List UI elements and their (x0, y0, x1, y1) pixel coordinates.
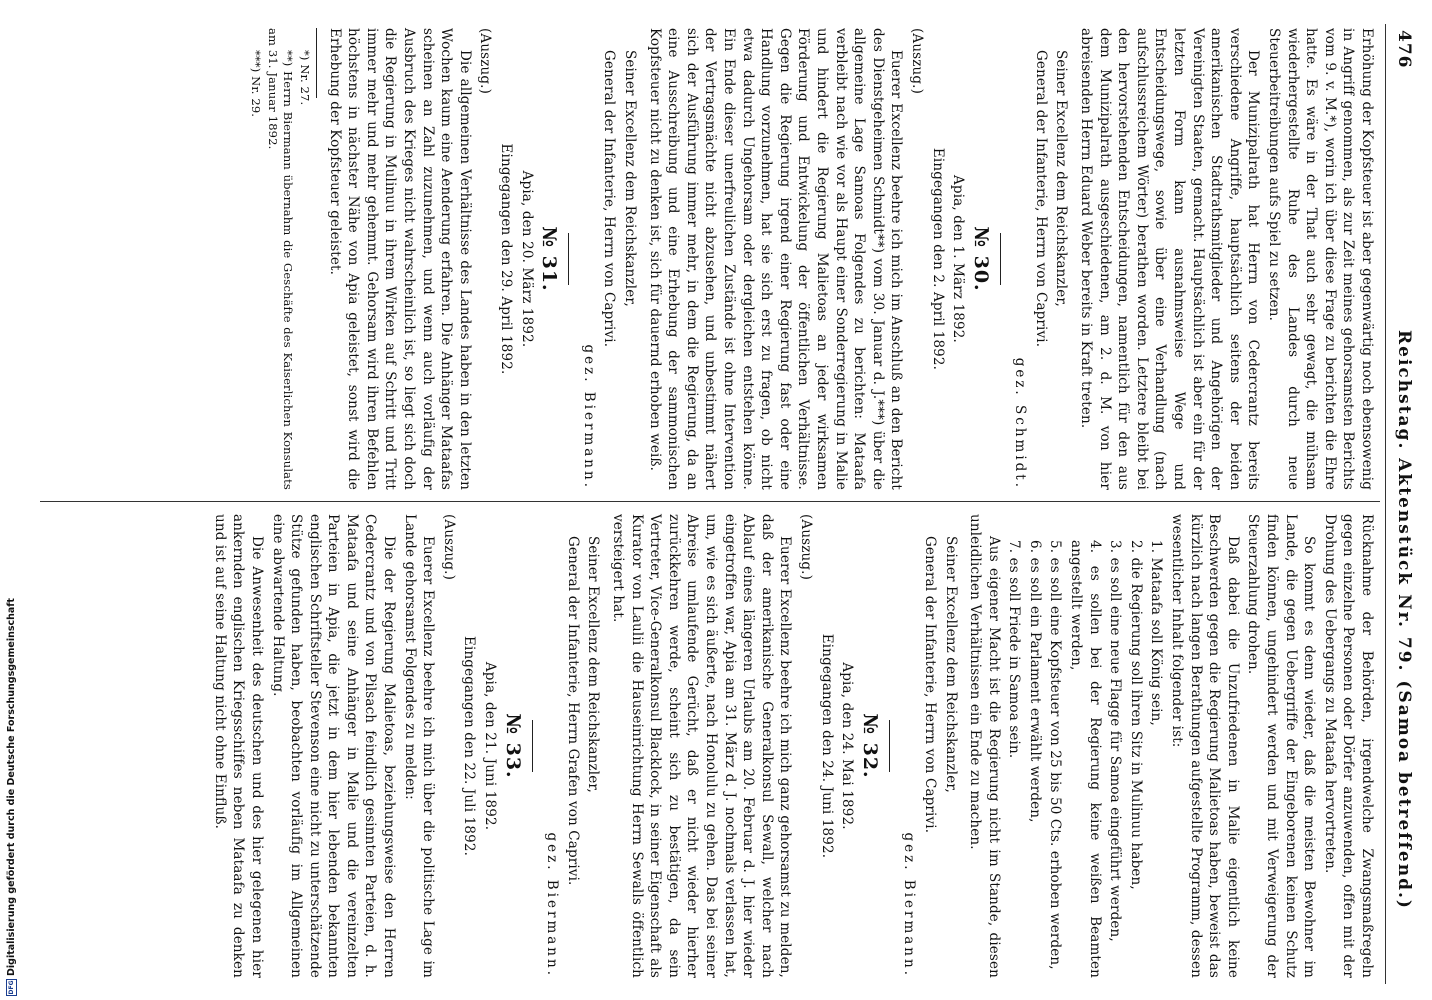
paragraph: Euerer Excellenz beehre ich mich ganz gehorsamst zu melden, daß der amerikanische Generalkonsul Sewall, welcher nach Ablauf eines längeren Urlaubs am 20. Februar d. J. hier wieder eingetroffen war, Apia am 31. März d. J. nochmals verlassen hat, um, wie es sich äußerte, nach Honolulu zu gehen. Das bei seiner Abreise umlaufende Gerücht, daß er nicht wieder hierher zurückkehren werde, scheint sich zu bestätigen, da sein Vertreter, Vice-Generalkonsul Blacklock, in seiner Eigenschaft als Kurator von Laulii die Hauseinrichtung Herrn Sewalls öffentlich versteigert hat. (610, 514, 794, 978)
signature: gez. Biermann. (901, 832, 918, 978)
list-item: 3. es soll eine neue Flagge für Samoa eingeführt werden, (1107, 540, 1124, 942)
paragraph: So kommt es denn wieder, daß die meisten Bewohner im Lande, die gegen Uebergriffe der Eingeborenen keinen Schutz finden können, ungehindert werden und mit Verweigerung der Steuerzahlung drohen. (1245, 514, 1318, 978)
page-number: 476 (1394, 30, 1414, 69)
excerpt-label: (Auszug.) (440, 514, 457, 580)
separator-rule (889, 720, 890, 772)
signature: gez. Biermann. (580, 344, 597, 490)
excerpt-label: (Auszug.) (797, 514, 814, 580)
header-rule (1385, 24, 1386, 984)
received-date: Eingegangen den 22. Juli 1892. (461, 635, 478, 857)
addressee-line: General der Infanterie, Herrn von Caprivi. (921, 536, 938, 834)
footnote: ***) Nr. 29. (249, 50, 264, 118)
rotated-document (30, 24, 1420, 984)
place-date: Apia, den 1. März 1892. (950, 175, 967, 343)
left-column (246, 28, 1376, 490)
list-item: 7. es soll Friede in Samoa sein. (1006, 540, 1023, 759)
list-item: 6. es soll ein Parlament erwählt werden, (1026, 540, 1043, 823)
footnote: **) Herrn Biermann übernahm die Geschäfte des Kaiserlichen Konsulats am 31. Januar 1892. (266, 28, 296, 490)
document-number: № 32. (858, 713, 881, 779)
list-item: 5. es soll eine Kopfsteuer von 25 bis 50 Cts. erhoben werden, (1047, 540, 1064, 970)
place-date: Apia, den 24. Mai 1892. (839, 662, 856, 830)
paragraph: Der Munizipalrath hat Herrn von Cedercrantz bereits verschiedene Angriffe, hauptsächlich seitens der beiden amerikanischen Stadtrathsmitglieder und Angehörigen der Vereinigten Staaten, gemacht. Hauptsächlich ist aber ein für der letzten Form kann ausnahmsweise Wege und Entscheidungswege, sowie über eine Verhandlung (nach aufschlussreichem Wörter) berathen worden. Letztere bleibt bei den hervorstehenden Entscheidungen, namentlich für den aus dem Munizipalrath ausgeschiedenen, am 2. d. M. von hier abreisenden Herrn Eduard Weber bereits in Kraft treten. (1078, 28, 1262, 490)
paragraph: Rücknahme der Behörden, irgendwelche Zwangsmaßregeln gegen einzelne Personen oder Dörfer anzuwenden, offen mit der Drohung des Uebergangs zu Mataafa hervortreten. (1321, 514, 1375, 978)
column-divider (40, 501, 1380, 502)
addressee-line: General der Infanterie, Herrn von Caprivi. (1032, 50, 1049, 348)
separator-rule (1000, 233, 1001, 285)
paragraph: Die allgemeinen Verhältnisse des Landes haben in den letzten Wochen kaum eine Aenderung erfahren. Die Anhänger Mataafas scheinen an Zahl zuzunehmen, und wenn auch vorläufig der Ausbruch des Krieges nicht wahrscheinlich ist, so liegt sich doch die Regierung in Mulinuu in ihrem Wirken auf Schritt und Tritt immer mehr und mehr gehemmt. Gehorsam wird ihren Befehlen höchstens in nächster Nähe von Apia geleistet, sonst wird die Erhebung der Kopfsteuer geleistet. (326, 28, 473, 490)
paragraph: Euerer Excellenz beehre ich mich über die politische Lage im Lande gehorsamst Folgendes zu melden: (401, 514, 437, 978)
list-item: 2. die Regierung soll ihren Sitz in Mulinuu haben, (1127, 540, 1144, 890)
list-item: 1. Mataafa soll König sein, (1148, 540, 1165, 726)
paragraph: Euerer Excellenz beehre ich mich im Anschluß an den Bericht des Dienstgeheimen Schmidt**) vom 30. Januar d. J.***) über die allgemeine Lage Samoas Folgendes zu berichten: Mataafa verbleibt nach wie vor als Haupt einer Sonderregierung in Malie und hindert die Regierung Malietoas an jeder wirksamen Förderung und Entwickelung der öffentlichen Verhältnisse. Gegen die Regierung irgend einer Regierung fast oder eine Handlung vorzunehmen, hat sie sich erst zu fragen, ob nicht etwa dadurch Ungehorsam oder dergleichen entstehen könne. Ein Ende dieser unerfreulichen Zustände ist ohne Intervention der Vertragsmächte nicht abzusehen, und unbestimmt nähert sich der Ausführung immer mehr, in dem die Regierung, da an eine Ausschreibung und eine Erhebung der sammonischen Kopfsteuer nicht zu denken ist, sich für dauernd erhoben weiß. (646, 28, 905, 490)
paragraph: Daß dabei die Unzufriedenen in Malie eigentlich keine Beschwerden gegen die Regierung Malietoas haben, beweist das kürzlich nach langen Berathungen aufgestellte Programm, dessen wesentlicher Inhalt folgender ist: (1169, 514, 1241, 978)
paragraph: Aus eigener Macht ist die Regierung nicht im Stande, diesen unleidlichen Verhältnissen ein Ende zu machen. (967, 514, 1002, 978)
signature: gez. Biermann. (544, 832, 561, 978)
addressee-line: Seiner Excellenz dem Reichskanzler, (1053, 50, 1070, 307)
addressee-line: General der Infanterie, Herrn von Caprivi. (601, 50, 618, 348)
excerpt-label: (Auszug.) (908, 28, 925, 94)
paragraph: Erhöhung der Kopfsteuer ist aber gegenwärtig noch ebensowenig in Angriff genommen, als zur Zeit meines gehorsamsten Berichts vom 9. v. M.*), worin ich über diese Frage zu berichten die Ehre hatte. Es wäre in der That auch sehr gewagt, die mühsam wiederhergestellte Ruhe des Landes durch neue Steuerbeitreibungen aufs Spiel zu setzen. (1266, 28, 1375, 490)
paragraph: Die der Regierung Malietoas, beziehungsweise den Herren Cedercrantz und von Pilsach feindlich gesinnten Parteien, d. h. Mataafa und seine Anhänger in Malie und die vereinzelten Parteien in Apia, die jetzt in dem hier lebenden bekannten englischen Schriftsteller Stevenson eine nicht zu unterschätzende Stütze gefunden haben, beobachten vorläufig im Allgemeinen eine abwartende Haltung. (269, 514, 398, 978)
digitization-credit-text: Digitalisierung gefördert durch die Deutsche Forschungsgemeinschaft (6, 598, 17, 976)
list-item: 4. es sollen bei der Regierung keine weißen Beamten angestellt werden, (1068, 540, 1103, 978)
dfg-logo: DFG (8, 980, 15, 995)
excerpt-label: (Auszug.) (477, 28, 494, 94)
right-column (208, 514, 1376, 978)
addressee-line: General der Infanterie, Herrn Grafen von Caprivi. (564, 536, 581, 886)
paragraph: Die Anwesenheit des deutschen und des hier gelegenen hier ankernden englischen Kriegsschiffes neben Mataafa zu denken und ist auf seine Haltung nicht ohne Einfluß. (211, 514, 265, 978)
addressee-line: Seiner Excellenz dem Reichskanzler, (622, 50, 639, 307)
addressee-line: Seiner Excellenz dem Reichskanzler, (585, 536, 602, 793)
page-header (1394, 30, 1414, 978)
separator-rule (532, 720, 533, 772)
received-date: Eingegangen den 24. Juni 1892. (818, 633, 835, 859)
program-list (1005, 514, 1166, 978)
signature: gez. Schmidt. (1012, 357, 1029, 490)
footnote: *) Nr. 27. (298, 50, 313, 106)
document-number: № 31. (538, 226, 561, 292)
received-date: Eingegangen den 2. April 1892. (929, 147, 946, 371)
document-number: № 33. (501, 713, 524, 779)
separator-rule (568, 233, 569, 285)
received-date: Eingegangen den 29. April 1892. (498, 143, 515, 375)
place-date: Apia, den 21. Juni 1892. (482, 661, 499, 831)
footnote-rule (316, 28, 317, 98)
digitization-credit (6, 598, 17, 996)
addressee-line: Seiner Excellenz dem Reichskanzler, (942, 536, 959, 793)
page-title: Reichstag. Aktenstück Nr. 79. (Samoa betreffend.) (1394, 330, 1414, 910)
document-number: № 30. (969, 226, 992, 292)
place-date: Apia, den 20. März 1892. (518, 170, 535, 348)
